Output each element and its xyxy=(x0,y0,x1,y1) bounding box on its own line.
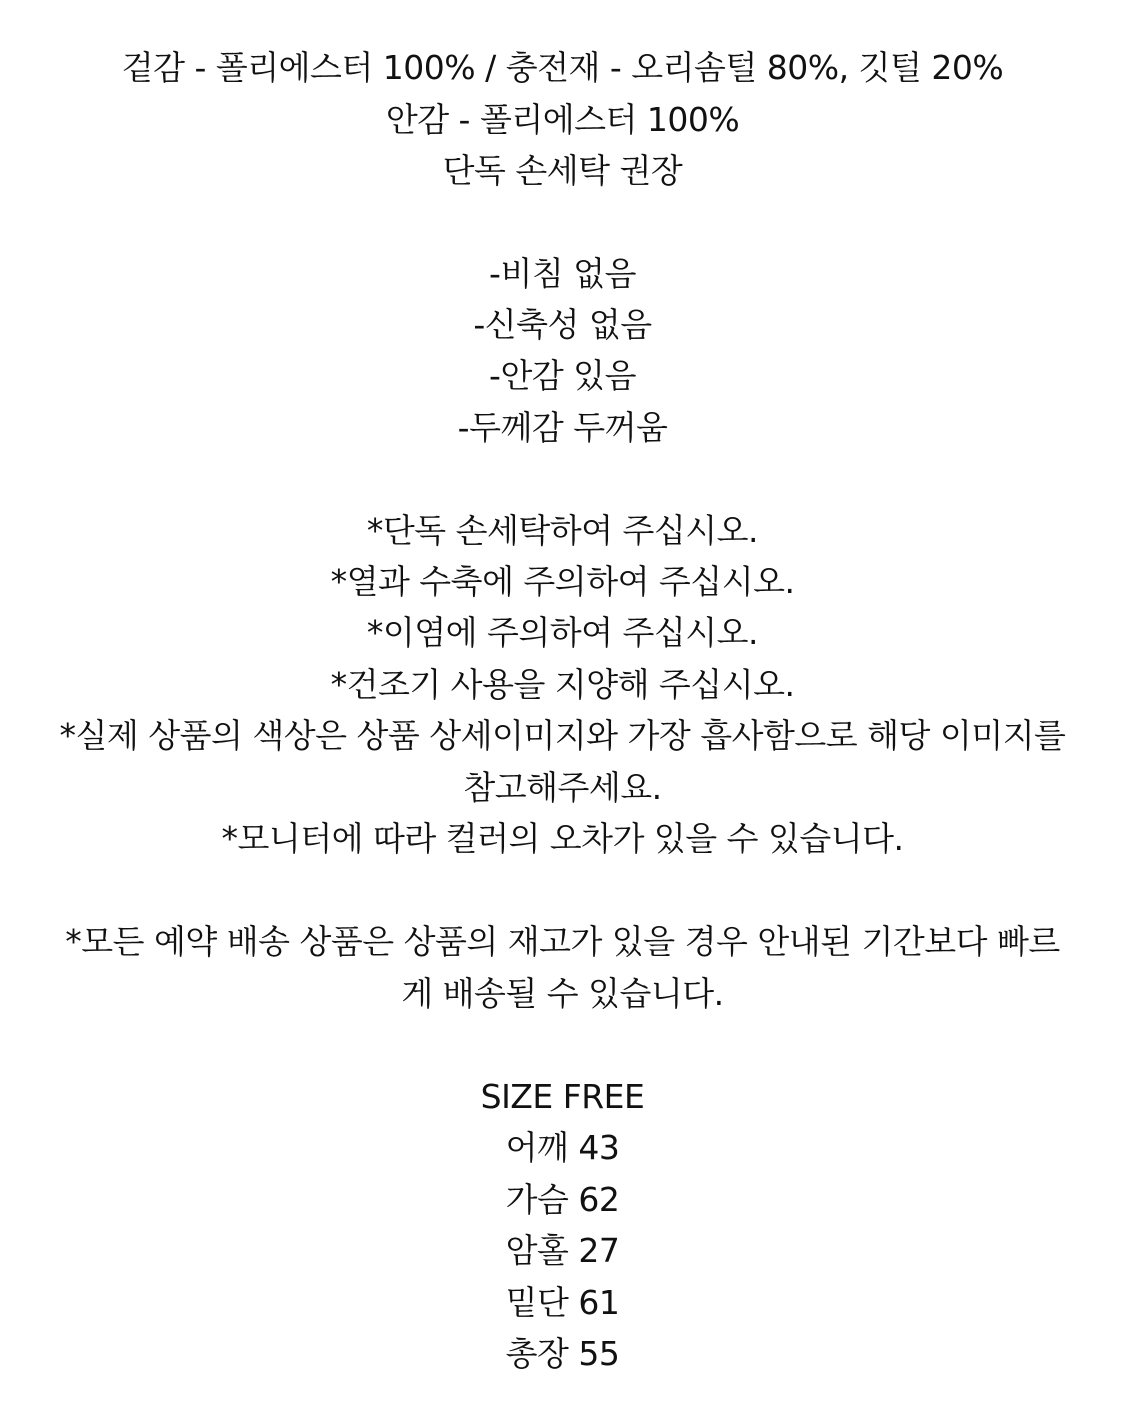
size-armhole: 암홀 27 xyxy=(505,1231,620,1270)
care-note-hand-wash: *단독 손세탁하여 주십시오. xyxy=(366,511,759,550)
property-stretch: -신축성 없음 xyxy=(473,305,652,344)
size-shoulder: 어깨 43 xyxy=(505,1128,620,1167)
property-lining: -안감 있음 xyxy=(489,356,636,395)
material-lining-line: 안감 - 폴리에스터 100% xyxy=(385,100,740,139)
care-note-heat: *열과 수축에 주의하여 주십시오. xyxy=(330,562,795,601)
shipping-note-1: *모든 예약 배송 상품은 상품의 재고가 있을 경우 안내된 기간보다 빠르 xyxy=(65,922,1060,961)
care-note-color-1: *실제 상품의 색상은 상품 상세이미지와 가장 흡사함으로 해당 이미지를 xyxy=(59,716,1066,755)
wash-recommendation: 단독 손세탁 권장 xyxy=(442,151,683,190)
care-note-monitor: *모니터에 따라 컬러의 오차가 있을 수 있습니다. xyxy=(221,819,904,858)
shipping-note-2: 게 배송될 수 있습니다. xyxy=(401,974,724,1013)
care-note-color-2: 참고해주세요. xyxy=(463,768,662,807)
material-outer-line: 겉감 - 폴리에스터 100% / 충전재 - 오리솜털 80%, 깃털 20% xyxy=(121,48,1004,87)
size-chest: 가슴 62 xyxy=(505,1180,620,1219)
property-see-through: -비침 없음 xyxy=(489,254,636,293)
care-note-dryer: *건조기 사용을 지양해 주십시오. xyxy=(330,665,795,704)
care-note-dye-transfer: *이염에 주의하여 주십시오. xyxy=(366,613,759,652)
size-title: SIZE FREE xyxy=(480,1077,645,1116)
size-length: 총장 55 xyxy=(505,1334,620,1373)
property-thickness: -두께감 두꺼움 xyxy=(457,408,668,447)
size-hem: 밑단 61 xyxy=(505,1283,620,1322)
